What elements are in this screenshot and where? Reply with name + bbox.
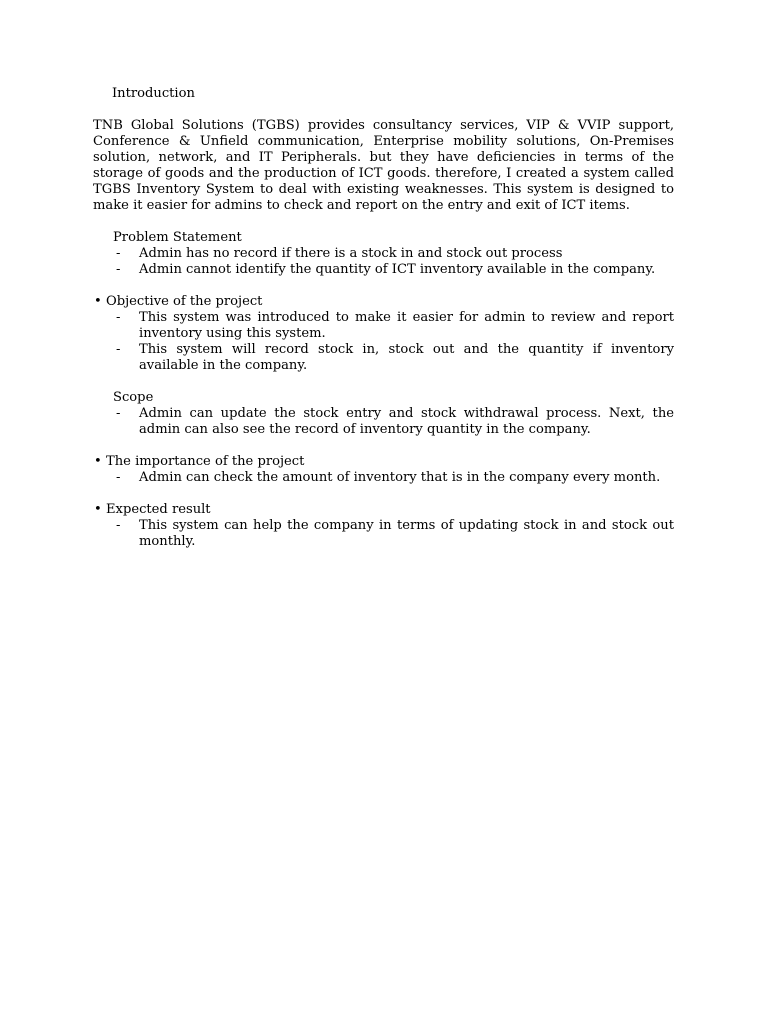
scope-item-text: Admin can update the stock entry and stock withdrawal process. Next, the admin can also see the record of inventory quantity in the company. bbox=[139, 406, 674, 437]
objective-item-text: This system was introduced to make it easier for admin to review and report inventory using this system. bbox=[139, 310, 674, 341]
scope-item bbox=[93, 406, 674, 438]
problem-statement-item-text: Admin cannot identify the quantity of ICT inventory available in the company. bbox=[139, 262, 656, 277]
objective-item-text: This system will record stock in, stock out and the quantity if inventory available in the company. bbox=[139, 342, 674, 373]
objective-item bbox=[93, 310, 674, 342]
bullet-marker: • bbox=[94, 454, 102, 469]
spacer bbox=[93, 486, 674, 502]
bullet-marker: • bbox=[94, 502, 102, 517]
scope-heading: Scope bbox=[113, 390, 154, 405]
objective-heading bbox=[93, 294, 674, 310]
importance-item-text: Admin can check the amount of inventory that is in the company every month. bbox=[139, 470, 661, 485]
dash-marker: - bbox=[116, 246, 121, 261]
bullet-marker: • bbox=[94, 294, 102, 309]
spacer bbox=[93, 278, 674, 294]
problem-statement-list bbox=[93, 246, 674, 278]
problem-statement-heading: Problem Statement bbox=[113, 230, 242, 245]
expected-result-list bbox=[93, 518, 674, 550]
problem-statement-item bbox=[93, 262, 674, 278]
dash-marker: - bbox=[116, 342, 121, 357]
objective-heading-text: Objective of the project bbox=[106, 294, 263, 309]
spacer bbox=[93, 374, 674, 390]
problem-statement-item bbox=[93, 246, 674, 262]
objective-list bbox=[93, 310, 674, 374]
objective-item bbox=[93, 342, 674, 374]
scope-list bbox=[93, 406, 674, 438]
introduction-heading: Introduction bbox=[112, 86, 195, 101]
expected-result-item-text: This system can help the company in terms of updating stock in and stock out monthly. bbox=[139, 518, 674, 549]
expected-result-heading bbox=[93, 502, 674, 518]
importance-heading bbox=[93, 454, 674, 470]
importance-item bbox=[93, 470, 674, 486]
dash-marker: - bbox=[116, 470, 121, 485]
expected-result-heading-text: Expected result bbox=[106, 502, 211, 517]
dash-marker: - bbox=[116, 310, 121, 325]
problem-statement-item-text: Admin has no record if there is a stock in and stock out process bbox=[139, 246, 563, 261]
dash-marker: - bbox=[116, 262, 121, 277]
spacer bbox=[93, 438, 674, 454]
introduction-paragraph: TNB Global Solutions (TGBS) provides consultancy services, VIP & VVIP support, Conference & Unfield communication, Enterprise mobility solutions, On-Premises solution, network, and IT Peripherals. but they have deficiencies in terms of the storage of goods and the production of ICT goods. therefore, I created a system called TGBS Inventory System to deal with existing weaknesses. This system is designed to make it easier for admins to check and report on the entry and exit of ICT items. bbox=[93, 118, 674, 213]
importance-list bbox=[93, 470, 674, 486]
document-body bbox=[93, 86, 674, 550]
importance-heading-text: The importance of the project bbox=[106, 454, 305, 469]
dash-marker: - bbox=[116, 518, 121, 533]
dash-marker: - bbox=[116, 406, 121, 421]
expected-result-item bbox=[93, 518, 674, 550]
